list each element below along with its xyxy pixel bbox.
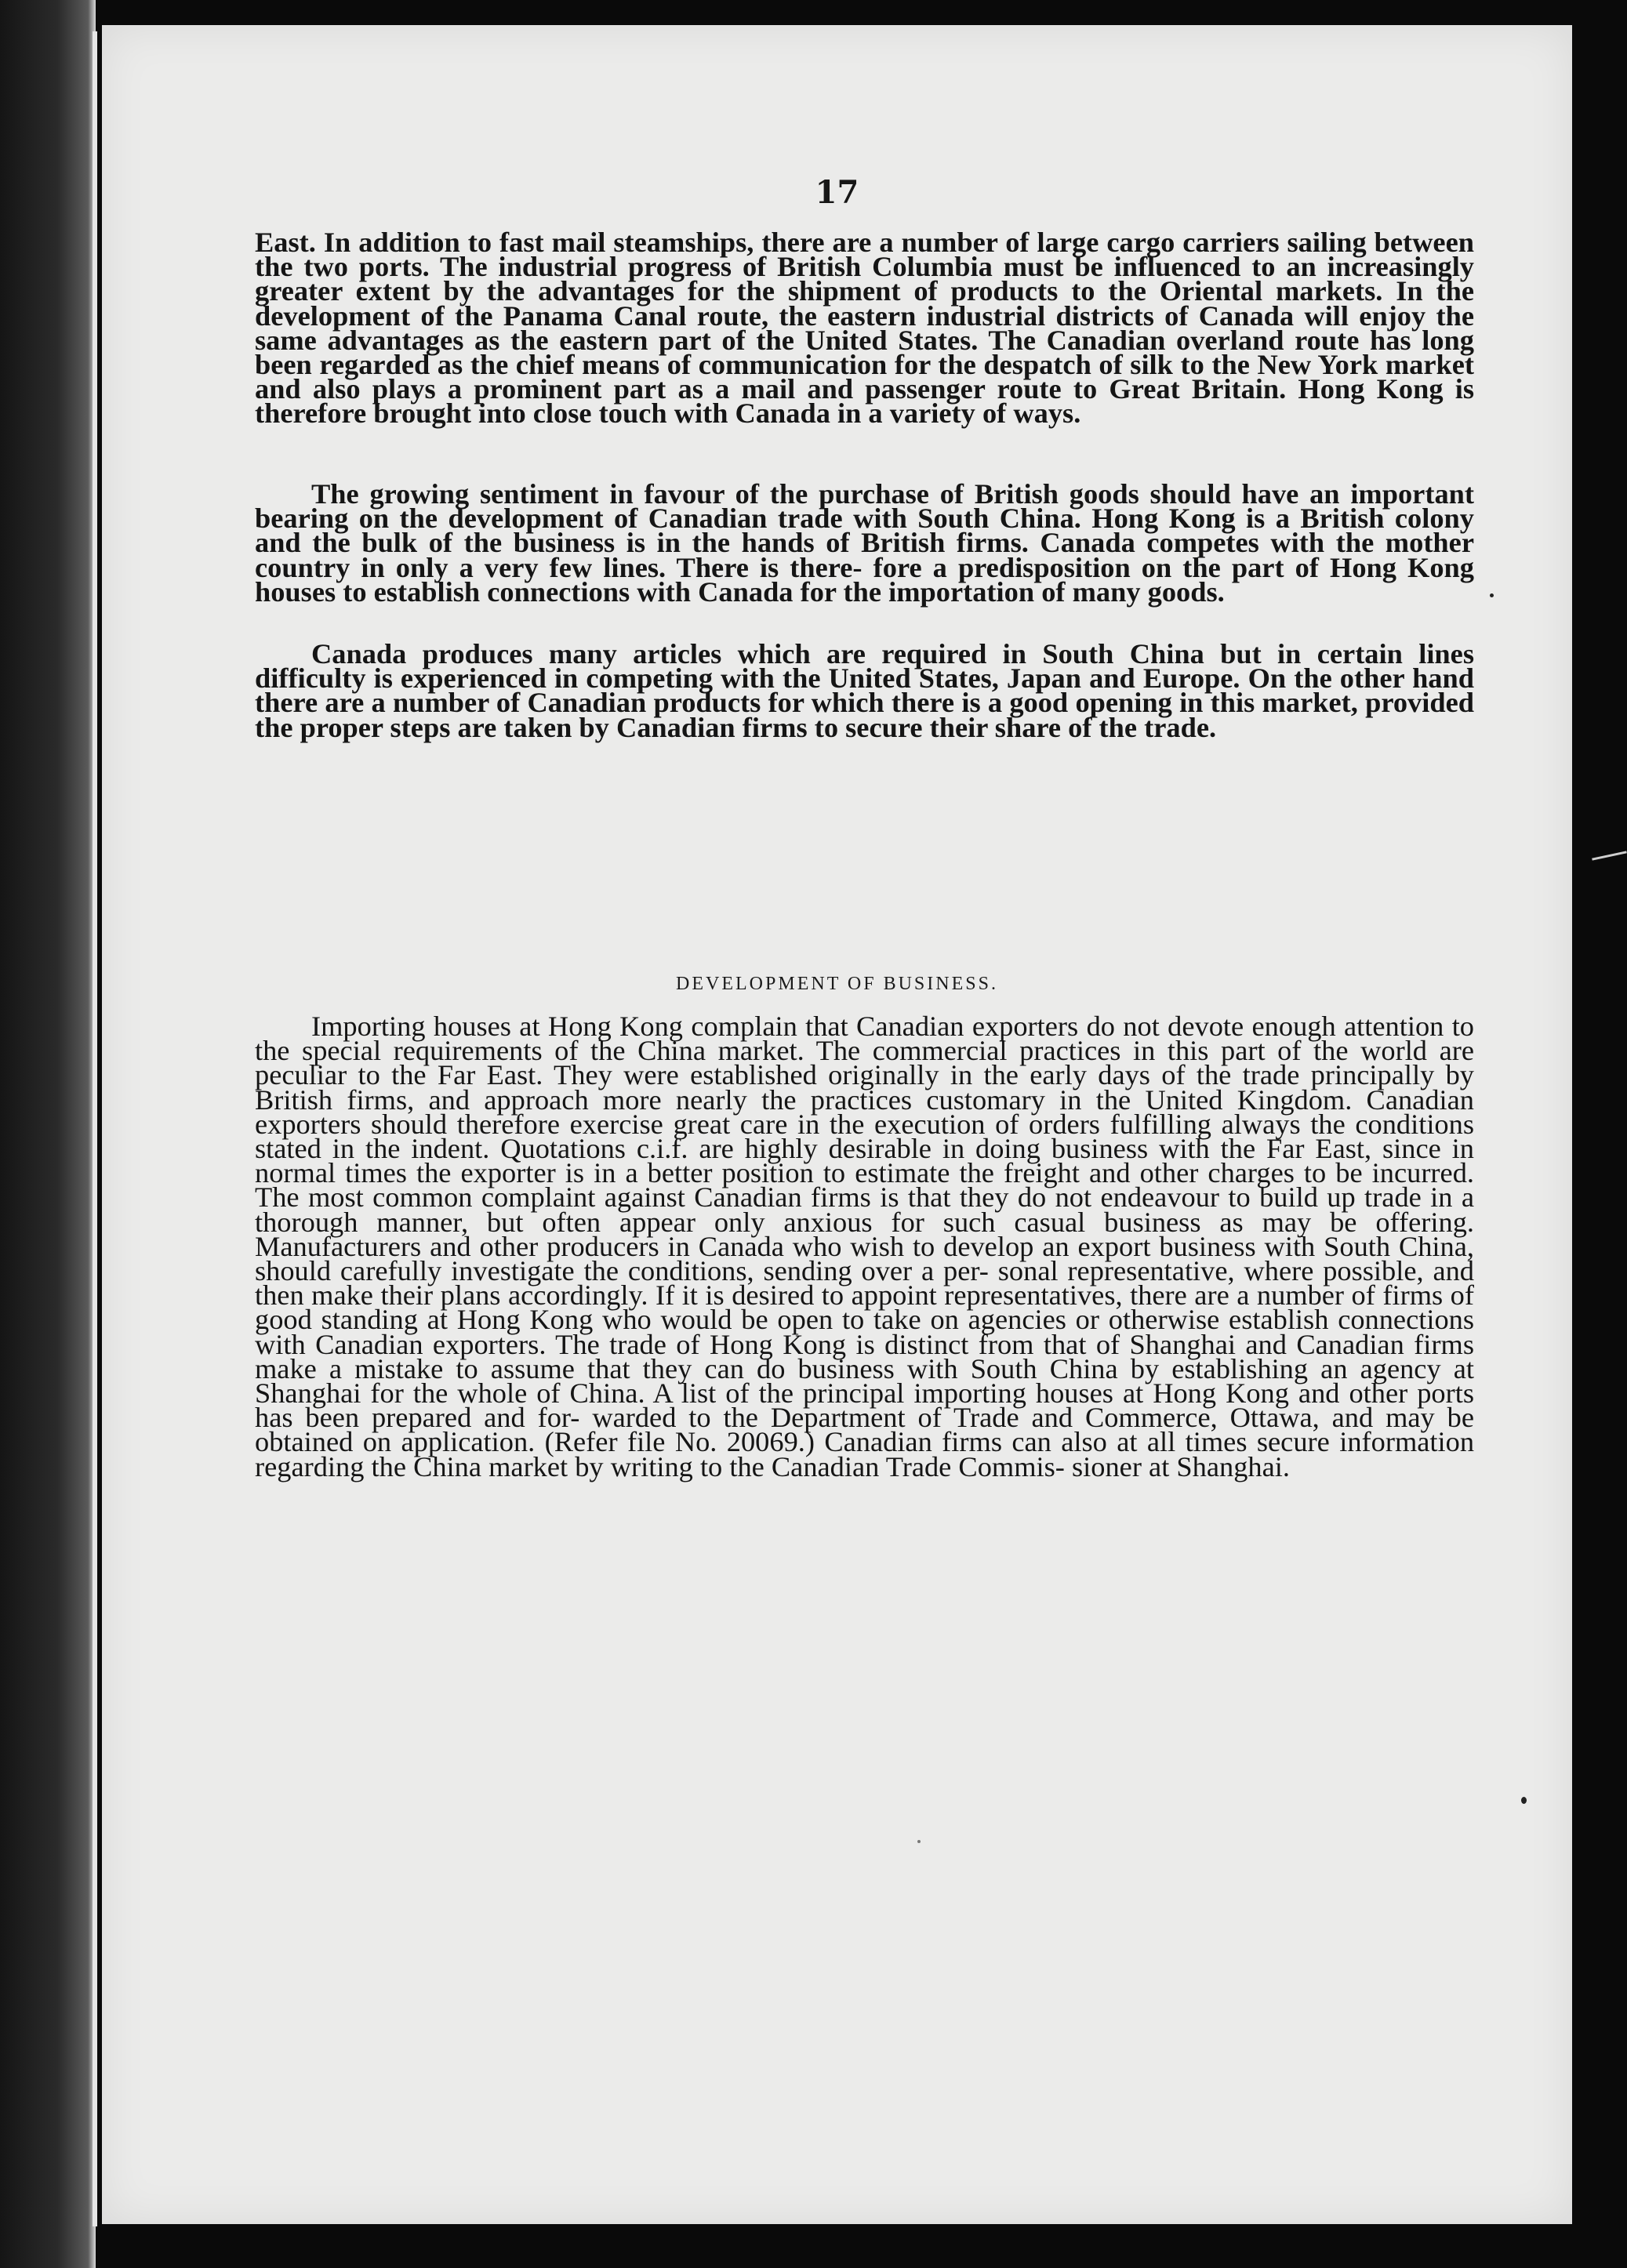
text-line: information regarding the China market by writing to the Canadian Trade Commis- [255, 1426, 1475, 1482]
text-line: should therefore exercise great care in the execution of orders fulfilling always the [371, 1108, 1346, 1140]
previous-page-edge [0, 0, 96, 2268]
text-line: China by establishing an agency at Shanghai for the whole of China. A list of the [255, 1352, 1474, 1410]
text-line: principal importing houses at Hong Kong and other ports has been prepared and for- [255, 1377, 1474, 1434]
text-line: originally in the early days of the trade principally by British firms, and approach [255, 1059, 1474, 1116]
text-block-development [255, 1011, 1475, 1482]
text-line: estimate the freight and other charges to be incurred. The most common complaint [255, 1157, 1475, 1214]
binding-line [93, 31, 97, 2226]
dust-speck [917, 1840, 921, 1843]
text-line: eastern part of the United States. The Canadian overland route has long been [255, 324, 1474, 381]
text-line: Kong is a British colony and the bulk of the business is in the hands of British firms. [255, 503, 1474, 559]
text-line: Hong Kong who would be open to take on agencies or otherwise establish connections [456, 1304, 1475, 1336]
text-line: of ways. [982, 397, 1081, 430]
text-line: application. (Refer file No. 20069.) Canadian firms can also at all times secure [401, 1426, 1330, 1458]
text-line: York market and also plays a prominent part as a mail and passenger route to Great [255, 349, 1475, 405]
text-line: secure their share of the trade. [845, 711, 1217, 743]
dust-speck [1521, 1797, 1527, 1804]
text-line: sonal representative, where possible, and then make their plans accordingly. If it is [255, 1255, 1474, 1312]
text-line: products to the Oriental markets. In the development of the Panama Canal route, [255, 275, 1474, 332]
text-line: practices in this part of the world are peculiar to the Far East. They were established [255, 1035, 1474, 1091]
text-line: Canada produces many articles which are required in South China but in certain [311, 638, 1403, 670]
text-line: more nearly the practices customary in the United Kingdom. Canadian exporters [255, 1083, 1474, 1140]
paragraph-1 [255, 227, 1475, 430]
text-line: and Canadian firms make a mistake to assume that they can do business with South [255, 1328, 1474, 1384]
text-line: fore a predisposition on the part of Hong Kong houses to establish connections with [255, 551, 1474, 608]
text-line: enough attention to the special requirements of the China market. The commercial [255, 1011, 1474, 1067]
text-line: important bearing on the development of Canadian trade with South China. Hong [255, 478, 1474, 535]
text-line: sailing between the two ports. The industrial progress of British Columbia must be [255, 227, 1474, 283]
text-block-lower [255, 638, 1474, 743]
text-line: The growing sentiment in favour of the purchase of British goods should have an [311, 478, 1340, 510]
text-line: with Canadian exporters. The trade of Hong Kong is distinct from that of Shanghai [255, 1328, 1236, 1360]
document-page [102, 25, 1572, 2224]
text-line: with South China, should carefully investigate the conditions, sending over a per- [255, 1230, 1474, 1287]
text-line: conditions stated in the indent. Quotations c.i.f. are highly desirable in doing [255, 1108, 1474, 1165]
text-line: desired to appoint representatives, there are a number of firms of good standing at [255, 1279, 1474, 1336]
text-line: On the other hand there are a number of Canadian products for which there is a good [255, 662, 1474, 719]
text-line: manner, but often appear only anxious for such casual business as may be offering. [376, 1206, 1474, 1238]
paragraph-3 [255, 638, 1474, 743]
text-block-top [255, 227, 1475, 430]
text-line: against Canadian firms is that they do not endeavour to build up trade in a thorough [255, 1181, 1474, 1238]
text-line: regarded as the chief means of communication for the despatch of silk to the New [319, 349, 1312, 381]
text-line: sioner at Shanghai. [1072, 1450, 1290, 1482]
text-line: Importing houses at Hong Kong complain that Canadian exporters do not devote [311, 1011, 1244, 1042]
paragraph-4 [255, 1011, 1475, 1482]
text-line: business with the Far East, since in normal times the exporter is in a better position to [255, 1133, 1474, 1189]
text-line: East. In addition to fast mail steamships, there are a number of large cargo carriers [255, 227, 1280, 258]
text-line: Canada competes with the mother country in only a very few lines. There is there- [255, 527, 1474, 583]
text-line: lines difficulty is experienced in competing with the United States, Japan and Europe. [255, 638, 1474, 695]
section-heading: DEVELOPMENT OF BUSINESS. [676, 974, 998, 994]
text-line: warded to the Department of Trade and Commerce, Ottawa, and may be obtained on [255, 1402, 1474, 1458]
page-number: 17 [815, 174, 859, 211]
text-line: Canada for the importation of many goods. [698, 575, 1225, 608]
text-line: Britain. Hong Kong is therefore brought into close touch with Canada in a variety [255, 373, 1474, 430]
text-line: the eastern industrial districts of Canada will enjoy the same advantages as the [255, 299, 1474, 356]
text-line: influenced to an increasingly greater extent by the advantages for the shipment of [255, 251, 1474, 307]
dust-speck [1490, 593, 1494, 597]
text-block-middle [255, 478, 1474, 608]
scan-artifact-mark [1592, 851, 1627, 860]
paragraph-2 [255, 478, 1474, 608]
text-line: opening in this market, provided the proper steps are taken by Canadian firms to [255, 687, 1474, 743]
text-line: Manufacturers and other producers in Canada who wish to develop an export business [255, 1230, 1256, 1262]
